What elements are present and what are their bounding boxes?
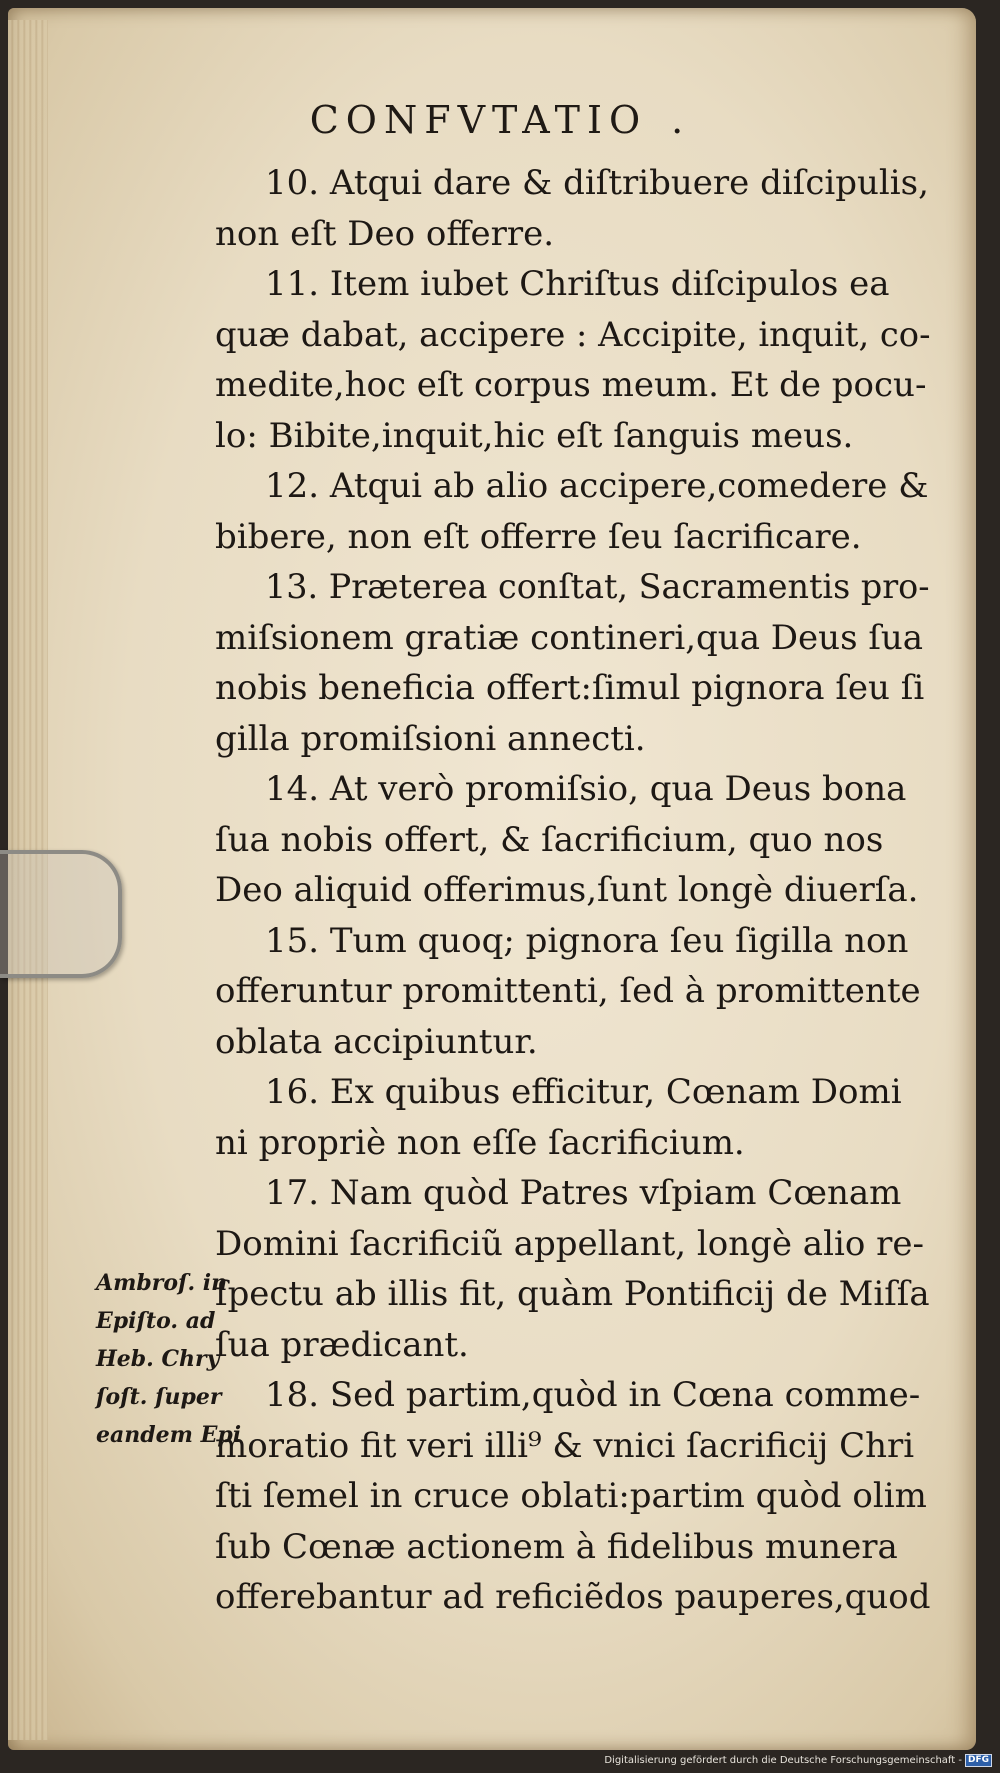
- text-line: 14. At verò promiſsio, qua Deus bona: [265, 769, 907, 809]
- margin-note-line: Heb. Chry: [96, 1346, 220, 1372]
- text-line: quæ dabat, accipere : Accipite, inquit, co-: [215, 314, 930, 355]
- footer-text: Digitalisierung gefördert durch die Deutsche Forschungsgemeinschaft -: [604, 1755, 962, 1766]
- text-line: nobis beneficia offert:ſimul pignora ſeu ſi: [215, 668, 925, 708]
- text-line: 11. Item iubet Chriſtus diſcipulos ea: [265, 264, 890, 304]
- text-line: oblata accipiuntur.: [215, 1021, 538, 1062]
- text-line: offeruntur promittenti, ſed à promittente: [215, 971, 921, 1011]
- margin-note-line: eandem Epi: [96, 1422, 242, 1448]
- text-line: ſua nobis offert, & ſacrificium, quo nos: [215, 819, 884, 860]
- text-line: 17. Nam quòd Patres vſpiam Cœnam: [265, 1173, 902, 1213]
- margin-note: [96, 1264, 242, 1454]
- text-line: 15. Tum quoq; pignora ſeu ſigilla non: [265, 920, 909, 961]
- text-line: ni propriè non eſſe ſacrificium.: [215, 1122, 745, 1163]
- text-line: ſti ſemel in cruce oblati:partim quòd olim: [215, 1476, 927, 1516]
- text-line: ſpectu ab illis fit, quàm Pontificij de Miſſa: [215, 1274, 930, 1314]
- margin-note-line: ſoſt. ſuper: [96, 1384, 222, 1410]
- text-line: 16. Ex quibus efficitur, Cœnam Domi: [265, 1072, 902, 1112]
- header-tail: .: [671, 98, 691, 142]
- page-clip: [0, 850, 122, 978]
- body-text: [215, 158, 930, 1623]
- margin-note-line: Ambroſ. in: [96, 1270, 228, 1296]
- margin-note-line: Epiſto. ad: [96, 1308, 216, 1334]
- dfg-logo: DFG: [965, 1754, 992, 1767]
- text-line: ſua prædicant.: [215, 1324, 469, 1365]
- text-line: 13. Præterea conſtat, Sacramentis pro-: [265, 567, 930, 607]
- text-line: bibere, non eſt offerre ſeu ſacrificare.: [215, 516, 862, 557]
- text-line: 18. Sed partim,quòd in Cœna comme-: [265, 1375, 921, 1415]
- text-line: miſsionem gratiæ contineri,qua Deus ſua: [215, 617, 924, 658]
- footer-credit: [604, 1754, 992, 1767]
- text-line: gilla promiſsioni annecti.: [215, 718, 646, 759]
- text-line: Deo aliquid offerimus,ſunt longè diuerſa.: [215, 870, 919, 910]
- text-line: medite,hoc eſt corpus meum. Et de pocu-: [215, 365, 927, 405]
- text-line: 10. Atqui dare & diſtribuere diſcipulis,: [265, 163, 929, 203]
- text-line: Domini ſacrificiũ appellant, longè alio re-: [215, 1223, 924, 1264]
- header-title: CONFVTATIO: [309, 98, 648, 142]
- running-header: [0, 98, 1000, 142]
- text-line: non eſt Deo offerre.: [215, 213, 555, 254]
- text-line: 12. Atqui ab alio accipere,comedere &: [265, 466, 929, 506]
- text-line: offerebantur ad reficiẽdos pauperes,quod: [215, 1577, 930, 1617]
- text-line: ſub Cœnæ actionem à fidelibus munera: [215, 1526, 898, 1567]
- text-line: moratio fit veri illi⁹ & vnici ſacrificij Chri: [215, 1425, 915, 1466]
- text-line: lo: Bibite,inquit,hic eſt ſanguis meus.: [215, 415, 854, 456]
